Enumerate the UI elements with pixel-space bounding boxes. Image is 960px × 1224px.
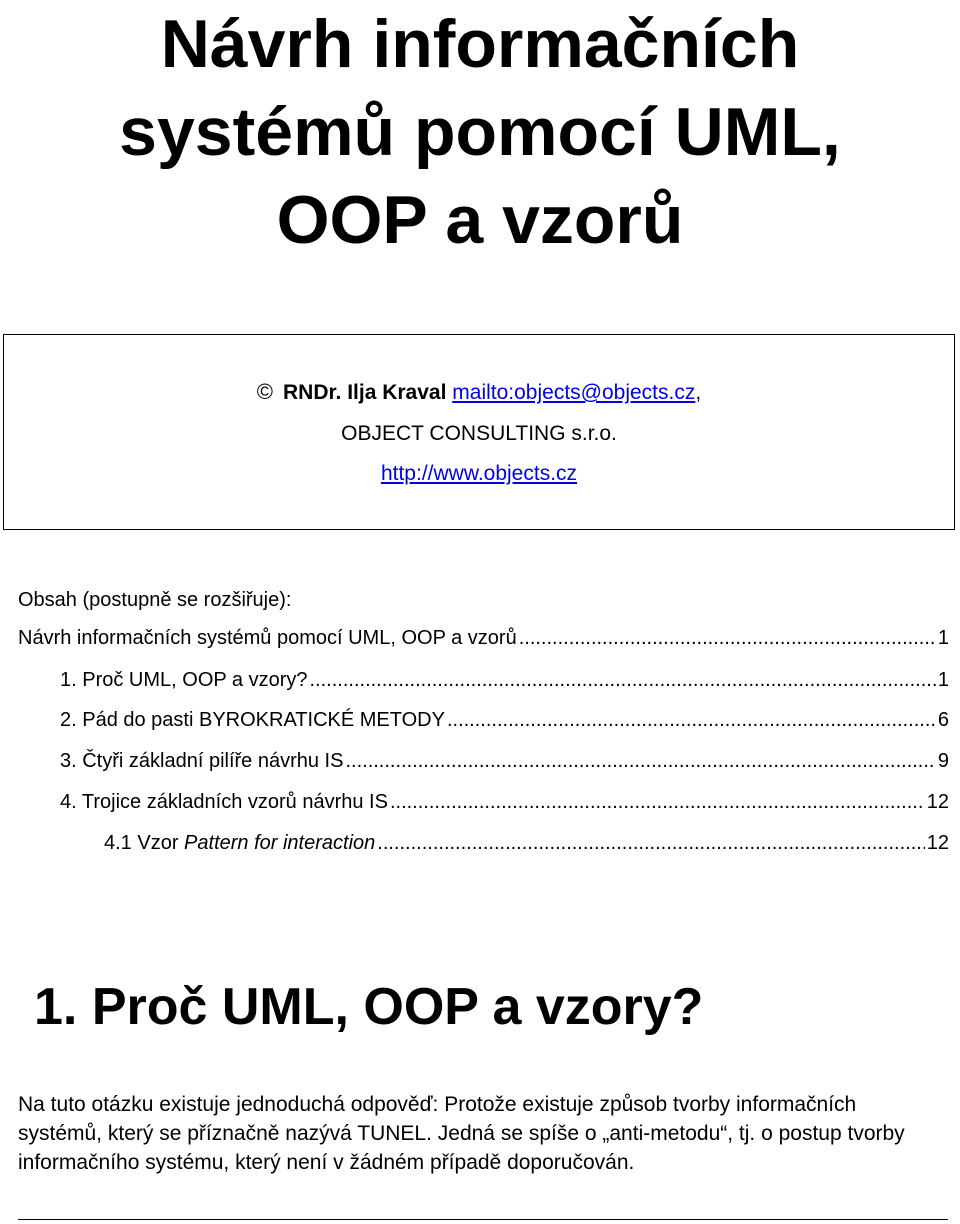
toc-entry-page: 12 [926,832,949,854]
toc-entry[interactable] [60,668,949,692]
author-name: RNDr. Ilja Kraval [283,381,447,404]
toc-entry[interactable] [60,708,949,732]
toc-entry[interactable] [18,626,949,650]
toc-entry-text: 4. Trojice základních vzorů návrhu IS [60,791,388,813]
toc-heading: Obsah (postupně se rozšiřuje): [18,589,292,611]
company-name: OBJECT CONSULTING s.r.o. [341,422,617,445]
toc-entry[interactable] [60,790,949,814]
author-line [4,379,954,406]
toc-entry-italic: Pattern for interaction [184,832,376,854]
toc-dots [519,626,936,650]
email-link[interactable]: mailto:objects@objects.cz [452,381,696,404]
section-paragraph: Na tuto otázku existuje jednoduchá odpověď: Protože existuje způsob tvorby informačních systémů, který se příznačně nazývá TUNEL. Jedná se spíše o „anti-metodu“, tj. o postup tvorby informačního systému, který není v žádném případě doporučován. [18,1093,905,1174]
author-box [3,334,955,530]
toc-entry[interactable] [60,749,949,773]
toc-entry-page: 6 [937,709,949,731]
toc-entry-page: 12 [926,791,949,813]
title-line-2: systémů pomocí UML, [119,94,841,170]
toc-entry[interactable] [104,831,949,855]
toc-dots [310,668,936,692]
comma: , [695,381,702,404]
toc-entry-text: 1. Proč UML, OOP a vzory? [60,669,308,691]
copyright-icon: © [256,379,274,404]
toc-dots [390,790,925,814]
toc-dots [447,708,936,732]
document-title [0,0,960,264]
toc-entry-page: 1 [937,627,949,649]
horizontal-rule [18,1219,948,1220]
toc-entry-text: 2. Pád do pasti BYROKRATICKÉ METODY [60,709,445,731]
website-link[interactable]: http://www.objects.cz [380,462,578,485]
toc-entry-text: Návrh informačních systémů pomocí UML, OOP a vzorů [18,627,517,649]
toc-entry-text [104,831,375,855]
toc-dots [345,749,935,773]
toc-entry-page: 1 [937,669,949,691]
section-heading: 1. Proč UML, OOP a vzory? [34,978,704,1036]
website-line [4,461,954,487]
toc-entry-page: 9 [937,750,949,772]
toc-dots [377,831,924,855]
title-line-1: Návrh informačních [160,6,800,82]
title-line-3: OOP a vzorů [276,182,684,258]
toc-entry-text: 3. Čtyři základní pilíře návrhu IS [60,750,344,772]
toc-entry-prefix: 4.1 Vzor [104,832,185,854]
